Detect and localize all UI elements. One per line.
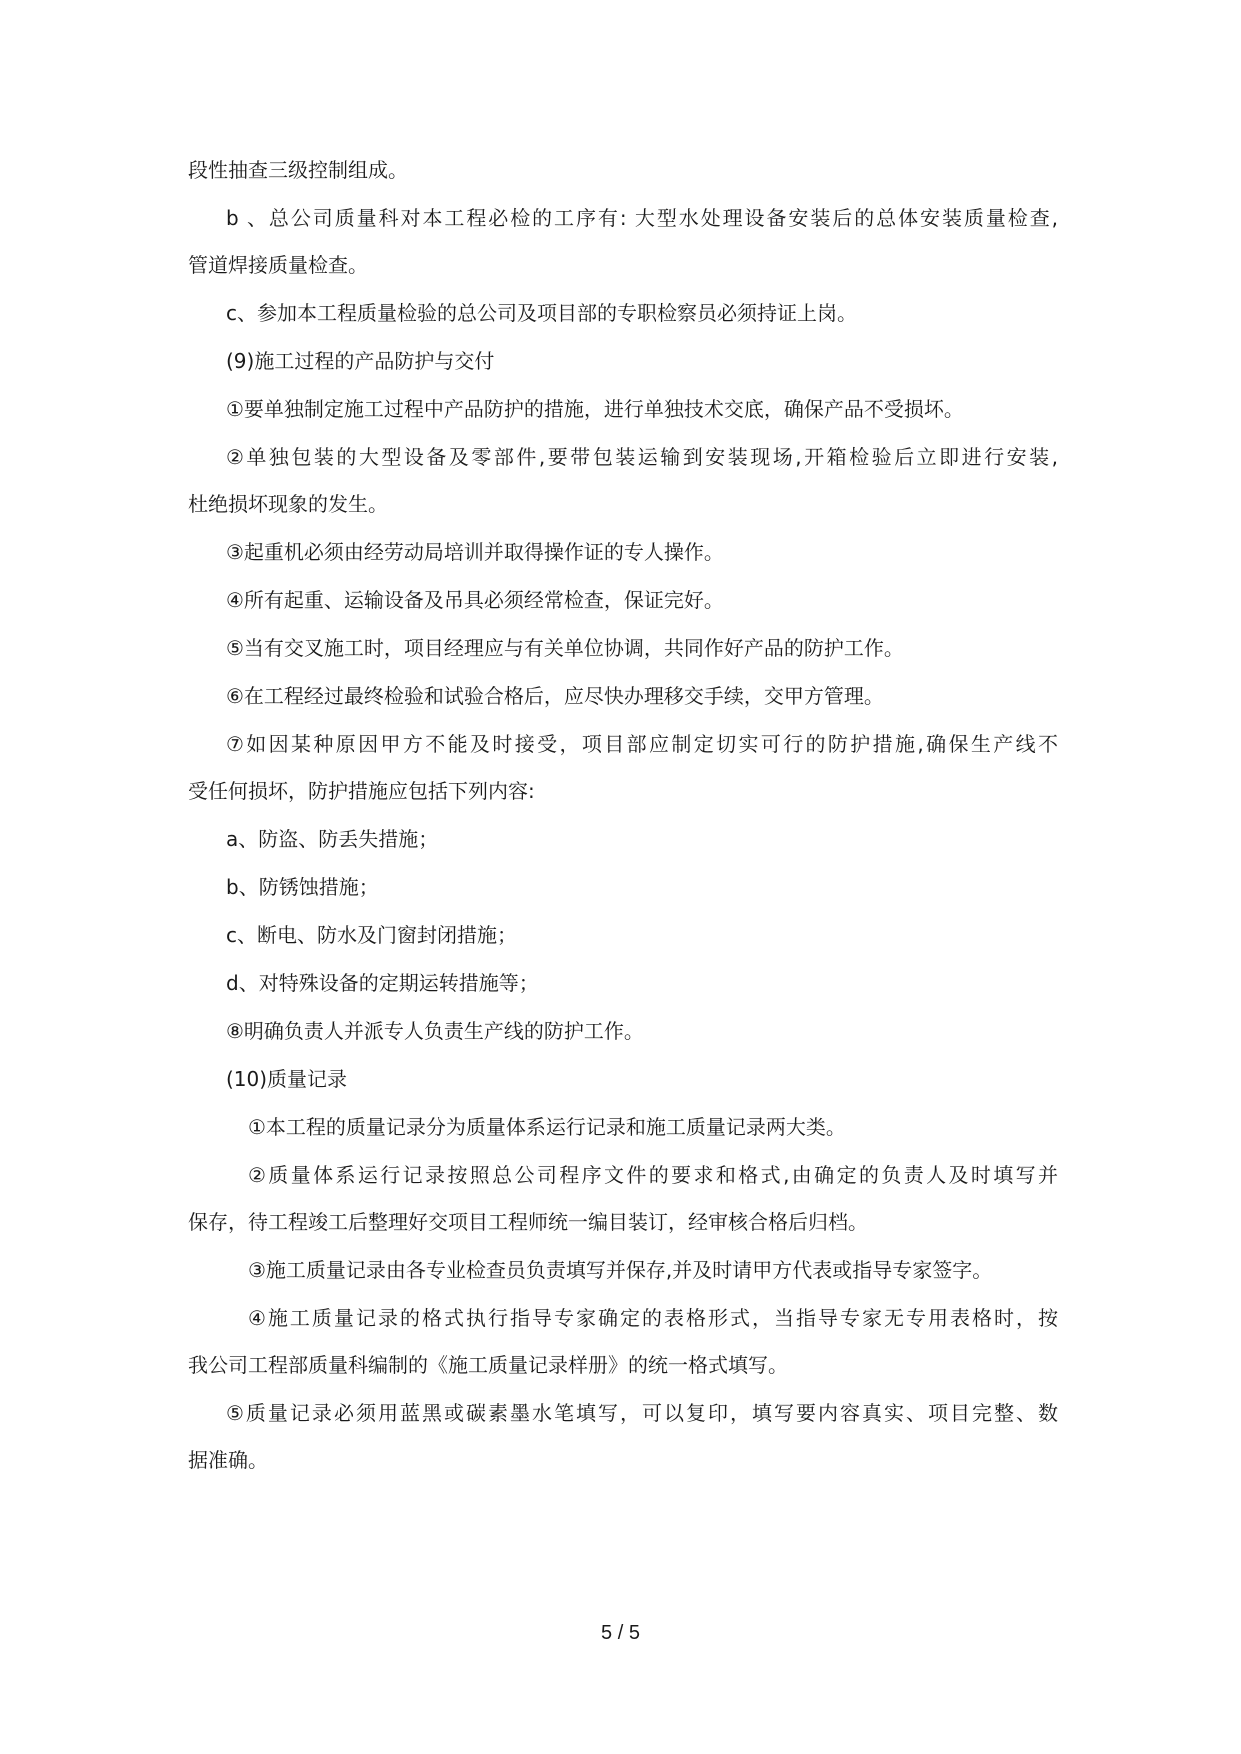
paragraph-line: ⑧明确负责人并派专人负责生产线的防护工作。 [226, 1019, 644, 1043]
paragraph-line: ②质量体系运行记录按照总公司程序文件的要求和格式,由确定的负责人及时填写并 [248, 1163, 1058, 1187]
section-heading: (9)施工过程的产品防护与交付 [226, 349, 495, 373]
paragraph-line: ⑥在工程经过最终检验和试验合格后，应尽快办理移交手续，交甲方管理。 [226, 684, 884, 708]
paragraph-line: 据准确。 [188, 1448, 268, 1472]
list-item: c、断电、防水及门窗封闭措施； [226, 923, 517, 947]
page-number: 5 / 5 [601, 1622, 640, 1644]
paragraph-line: ⑤当有交叉施工时，项目经理应与有关单位协调，共同作好产品的防护工作。 [226, 636, 904, 660]
paragraph-line: 我公司工程部质量科编制的《施工质量记录样册》的统一格式填写。 [188, 1353, 788, 1377]
paragraph-line: b 、总公司质量科对本工程必检的工序有: 大型水处理设备安装后的总体安装质量检查, [226, 206, 1058, 230]
paragraph-line: c、参加本工程质量检验的总公司及项目部的专职检察员必须持证上岗。 [226, 301, 857, 325]
list-item: d、对特殊设备的定期运转措施等； [226, 971, 539, 995]
paragraph-line: 保存，待工程竣工后整理好交项目工程师统一编目装订，经审核合格后归档。 [188, 1210, 868, 1234]
document-body [188, 155, 1058, 1475]
paragraph-line: ④所有起重、运输设备及吊具必须经常检查，保证完好。 [226, 588, 724, 612]
paragraph-line: ②单独包装的大型设备及零部件,要带包装运输到安装现场,开箱检验后立即进行安装, [226, 445, 1058, 469]
paragraph-line: ①要单独制定施工过程中产品防护的措施，进行单独技术交底，确保产品不受损坏。 [226, 397, 964, 421]
list-item: a、防盗、防丢失措施； [226, 827, 439, 851]
paragraph-line: ⑤质量记录必须用蓝黑或碳素墨水笔填写，可以复印，填写要内容真实、项目完整、数 [226, 1401, 1058, 1425]
paragraph-line: 段性抽查三级控制组成。 [188, 158, 408, 182]
paragraph-line: 受任何损坏，防护措施应包括下列内容: [188, 779, 535, 803]
paragraph-line: ④施工质量记录的格式执行指导专家确定的表格形式，当指导专家无专用表格时，按 [248, 1306, 1058, 1330]
paragraph-line: ⑦如因某种原因甲方不能及时接受，项目部应制定切实可行的防护措施,确保生产线不 [226, 732, 1058, 756]
paragraph-line: 管道焊接质量检查。 [188, 253, 368, 277]
paragraph-line: 杜绝损坏现象的发生。 [188, 492, 388, 516]
paragraph-line: ③起重机必须由经劳动局培训并取得操作证的专人操作。 [226, 540, 724, 564]
list-item: b、防锈蚀措施； [226, 875, 379, 899]
paragraph-line: ①本工程的质量记录分为质量体系运行记录和施工质量记录两大类。 [248, 1115, 846, 1139]
section-heading: (10)质量记录 [226, 1067, 348, 1091]
paragraph-line: ③施工质量记录由各专业检查员负责填写并保存,并及时请甲方代表或指导专家签字。 [248, 1258, 993, 1282]
